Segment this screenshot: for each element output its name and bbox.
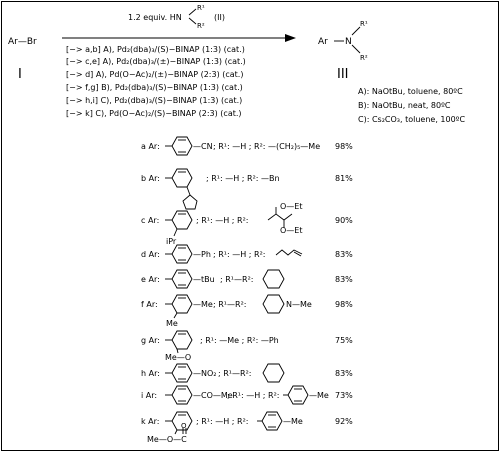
entry-prefix: i Ar: bbox=[141, 391, 158, 400]
entry-e bbox=[141, 270, 353, 288]
yield: 98% bbox=[335, 142, 353, 151]
amine-description: ; R¹: —Me ; R²: —Ph bbox=[200, 336, 279, 345]
entry-f bbox=[141, 295, 353, 328]
aryl-substituent: —CO—Me bbox=[193, 391, 233, 400]
entry-prefix: f Ar: bbox=[141, 300, 158, 309]
base-condition: B): NaOtBu, neat, 80ºC bbox=[358, 101, 451, 110]
entry-prefix: k Ar: bbox=[141, 417, 160, 426]
catalyst-conditions bbox=[66, 45, 246, 118]
entry-prefix: h Ar: bbox=[141, 369, 160, 378]
yield: 83% bbox=[335, 369, 353, 378]
amine-description: ; R¹: —H ; R²: bbox=[213, 250, 266, 259]
benzene-ring-icon bbox=[172, 331, 192, 349]
aryl-substituent: —tBu bbox=[193, 275, 215, 284]
benzene-ring-icon bbox=[172, 364, 192, 382]
condition-line: [−> c,e] A), Pd₂(dba)₃/(±)−BINAP (1:3) (cat.) bbox=[66, 57, 246, 66]
amine-description: ; R¹—R²: bbox=[218, 369, 252, 378]
amine-description: ; R¹—R²: bbox=[213, 300, 247, 309]
piperazine-ring-icon bbox=[263, 295, 284, 313]
entry-prefix: e Ar: bbox=[141, 275, 160, 284]
base-conditions bbox=[358, 87, 465, 124]
benzene-ring-icon bbox=[172, 386, 192, 404]
entry-i bbox=[141, 386, 353, 404]
acetal-group: O—Et bbox=[280, 226, 303, 235]
tolyl-methyl: —Me bbox=[309, 391, 329, 400]
entry-a bbox=[141, 137, 353, 155]
amine-description: ; R¹: —H ; R²: bbox=[196, 417, 249, 426]
entry-k bbox=[141, 412, 353, 444]
yield: 81% bbox=[335, 174, 353, 183]
entry-c bbox=[141, 202, 353, 246]
yield: 90% bbox=[335, 216, 353, 225]
aryl-label: Me bbox=[166, 319, 178, 328]
tolyl-methyl: —Me bbox=[283, 417, 303, 426]
entry-prefix: c Ar: bbox=[141, 216, 160, 225]
yield: 83% bbox=[335, 275, 353, 284]
amine-description: ; R¹: —H ; R²: bbox=[227, 391, 280, 400]
aryl-substituent: —Ph bbox=[193, 250, 211, 259]
benzene-ring-icon bbox=[172, 137, 192, 155]
amine-description: ; R¹—R²: bbox=[220, 275, 254, 284]
product-number: III bbox=[337, 67, 349, 82]
benzene-ring-icon bbox=[172, 295, 192, 313]
cyclohexane-ring-icon bbox=[263, 364, 284, 382]
entry-b bbox=[141, 169, 353, 209]
entry-g bbox=[141, 331, 353, 362]
yield: 83% bbox=[335, 250, 353, 259]
aryl-substituent: —CN bbox=[193, 142, 213, 151]
yield: 92% bbox=[335, 417, 353, 426]
entry-h bbox=[141, 364, 353, 382]
benzene-ring-icon bbox=[172, 245, 192, 263]
acetal-group: O—Et bbox=[280, 202, 303, 211]
aryl-label: iPr bbox=[166, 237, 177, 246]
reactant-number: I bbox=[18, 67, 22, 82]
entry-d bbox=[141, 245, 353, 263]
benzene-ring-icon bbox=[172, 211, 192, 229]
base-condition: C): Cs₂CO₃, toluene, 100ºC bbox=[358, 115, 466, 124]
entry-prefix: b Ar: bbox=[141, 174, 160, 183]
reagent-r2: R² bbox=[197, 22, 205, 30]
entry-prefix: a Ar: bbox=[141, 142, 160, 151]
benzene-ring-icon bbox=[257, 412, 282, 430]
homoallyl-chain-icon bbox=[276, 250, 302, 256]
reagent-nitrogen-bonds bbox=[189, 9, 196, 24]
amine-description: ; R¹: —H ; R²: —(CH₂)₅—Me bbox=[213, 142, 321, 151]
benzene-ring-icon bbox=[172, 270, 192, 288]
condition-line: [−> a,b] A), Pd₂(dba)₃/(S)−BINAP (1:3) (cat.) bbox=[66, 45, 245, 54]
ester-oxygen: O bbox=[181, 422, 187, 430]
ring-label: N—Me bbox=[286, 300, 312, 309]
product-r1: R¹ bbox=[360, 20, 368, 28]
entry-prefix: g Ar: bbox=[141, 336, 160, 345]
condition-line: [−> d] A), Pd(O−Ac)₂/(±)−BINAP (2:3) (cat.) bbox=[66, 70, 244, 79]
yield: 98% bbox=[335, 300, 353, 309]
benzene-ring-icon bbox=[172, 169, 192, 187]
base-condition: A): NaOtBu, toluene, 80ºC bbox=[358, 87, 463, 96]
aryl-substituent: —Me bbox=[193, 300, 213, 309]
aryl-label: Me—O—C bbox=[147, 435, 187, 444]
amine-description: ; R¹: —H ; R²: —Bn bbox=[206, 174, 280, 183]
reagent-label: 1.2 equiv. HN bbox=[128, 13, 182, 22]
product-n: N bbox=[345, 37, 352, 47]
benzene-ring-icon bbox=[283, 386, 308, 404]
yield: 73% bbox=[335, 391, 353, 400]
scheme-frame bbox=[2, 2, 499, 451]
condition-line: [−> f,g] B), Pd₂(dba)₃/(S)−BINAP (1:3) (cat.) bbox=[66, 83, 243, 92]
entry-prefix: d Ar: bbox=[141, 250, 160, 259]
product-ar: Ar bbox=[318, 37, 328, 47]
amine-description: ; R¹: —H ; R²: bbox=[196, 216, 249, 225]
reagent-number: (II) bbox=[214, 13, 225, 22]
condition-line: [−> k] C), Pd(O−Ac)₂/(S)−BINAP (2:3) (cat.) bbox=[66, 109, 242, 118]
aryl-label: Me—O bbox=[165, 353, 192, 362]
reagent-r1: R¹ bbox=[197, 4, 205, 12]
aryl-substituent: —NO₂ bbox=[193, 369, 217, 378]
cyclohexane-ring-icon bbox=[263, 270, 284, 288]
yield: 75% bbox=[335, 336, 353, 345]
condition-line: [−> h,i] C), Pd₂(dba)₃/(S)−BINAP (1:3) (cat.) bbox=[66, 96, 243, 105]
reaction-arrow bbox=[62, 34, 296, 42]
reactant-formula: Ar—Br bbox=[8, 37, 37, 47]
dioxolane-ring-icon bbox=[183, 187, 197, 209]
product-r2: R² bbox=[360, 54, 368, 62]
